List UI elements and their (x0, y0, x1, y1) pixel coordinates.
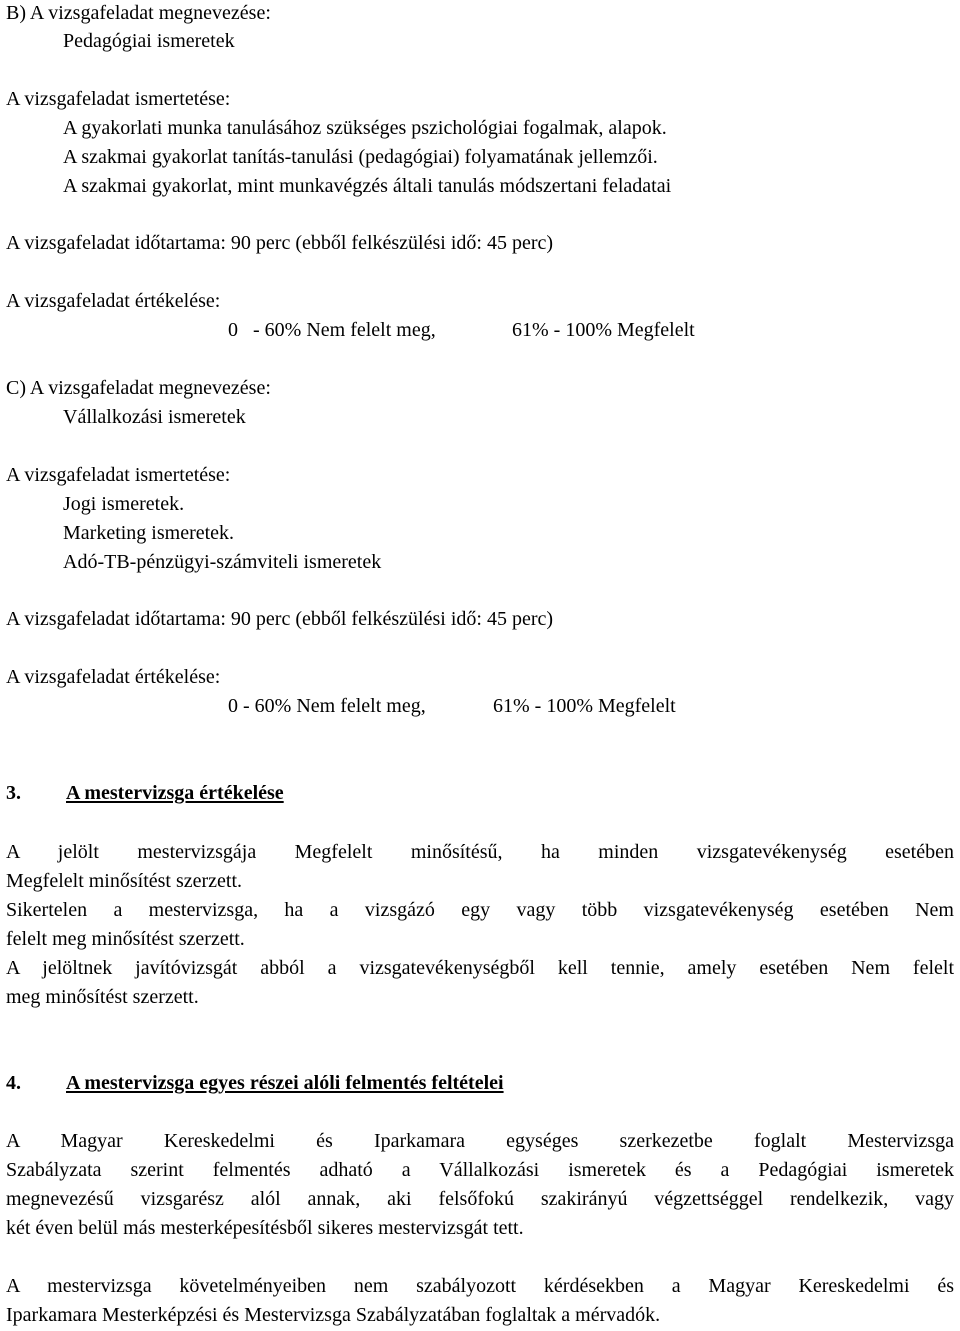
section-c-eval-pass: 61% - 100% Megfelelt (493, 695, 676, 717)
section-4-paragraph-2 (6, 1272, 954, 1330)
section-b-desc-line: A szakmai gyakorlat, mint munkavégzés általi tanulás módszertani feladatai (63, 175, 672, 197)
section-4-number: 4. (6, 1072, 21, 1094)
section-c-name: Vállalkozási ismeretek (63, 406, 246, 428)
section-4-heading (6, 1070, 504, 1096)
section-4-line: Iparkamara Mesterképzési és Mestervizsga Szabályzatában foglaltak a mérvadók. (6, 1304, 661, 1326)
section-4-line: A mestervizsga követelményeiben nem szabályozott kérdésekben a Magyar Kereskedelmi és (6, 1275, 954, 1297)
section-4-title: A mestervizsga egyes részei alóli felmentés feltételei (66, 1072, 504, 1094)
section-3-line: Megfelelt minősítést szerzett. (6, 870, 243, 892)
section-c-eval-label: A vizsgafeladat értékelése: (6, 666, 221, 688)
section-c-desc-line: Adó-TB-pénzügyi-számviteli ismeretek (63, 551, 382, 573)
section-c-desc-line: Marketing ismeretek. (63, 522, 235, 544)
section-b-name: Pedagógiai ismeretek (63, 30, 235, 52)
section-3-title: A mestervizsga értékelése (66, 782, 284, 804)
section-c-eval-fail: 0 - 60% Nem felelt meg, (228, 695, 426, 717)
section-b-desc-line: A szakmai gyakorlat tanítás-tanulási (pedagógiai) folyamatának jellemzői. (63, 146, 658, 168)
section-4-line: A Magyar Kereskedelmi és Iparkamara egységes szerkezetbe foglalt Mestervizsga (6, 1130, 954, 1152)
section-3-line: A jelöltnek javítóvizsgát abból a vizsgatevékenységből kell tennie, amely esetében Nem felelt (6, 957, 954, 979)
section-b-heading: B) A vizsgafeladat megnevezése: (6, 2, 271, 24)
section-b-desc-label: A vizsgafeladat ismertetése: (6, 88, 231, 110)
section-c-duration: A vizsgafeladat időtartama: 90 perc (ebből felkészülési idő: 45 perc) (6, 608, 554, 630)
section-3-heading (6, 780, 284, 806)
section-4-line: megnevezésű vizsgarész alól annak, aki felsőfokú szakirányú végzettséggel rendelkezik, vagy (6, 1188, 954, 1210)
section-3-line: A jelölt mestervizsgája Megfelelt minősítésű, ha minden vizsgatevékenység esetében (6, 841, 954, 863)
section-c-desc-line: Jogi ismeretek. (63, 493, 185, 515)
section-c-desc-label: A vizsgafeladat ismertetése: (6, 464, 231, 486)
section-b-desc-line: A gyakorlati munka tanulásához szükséges pszichológiai fogalmak, alapok. (63, 117, 667, 139)
section-3-number: 3. (6, 782, 21, 804)
section-3-line: felelt meg minősítést szerzett. (6, 928, 245, 950)
section-b-eval-label: A vizsgafeladat értékelése: (6, 290, 221, 312)
section-4-line: két éven belül más mesterképesítésből sikeres mestervizsgát tett. (6, 1217, 524, 1239)
section-b-duration: A vizsgafeladat időtartama: 90 perc (ebből felkészülési idő: 45 perc) (6, 232, 554, 254)
section-3-line: Sikertelen a mestervizsga, ha a vizsgázó egy vagy több vizsgatevékenység esetében Nem (6, 899, 954, 921)
section-4-line: Szabályzata szerint felmentés adható a Vállalkozási ismeretek és a Pedagógiai ismeretek (6, 1159, 954, 1181)
section-3-paragraph (6, 838, 954, 1012)
section-c-heading: C) A vizsgafeladat megnevezése: (6, 377, 271, 399)
section-b-eval-fail: 0 - 60% Nem felelt meg, (228, 319, 436, 341)
section-3-line: meg minősítést szerzett. (6, 986, 199, 1008)
section-4-paragraph-1 (6, 1127, 954, 1243)
section-b-eval-pass: 61% - 100% Megfelelt (512, 319, 695, 341)
